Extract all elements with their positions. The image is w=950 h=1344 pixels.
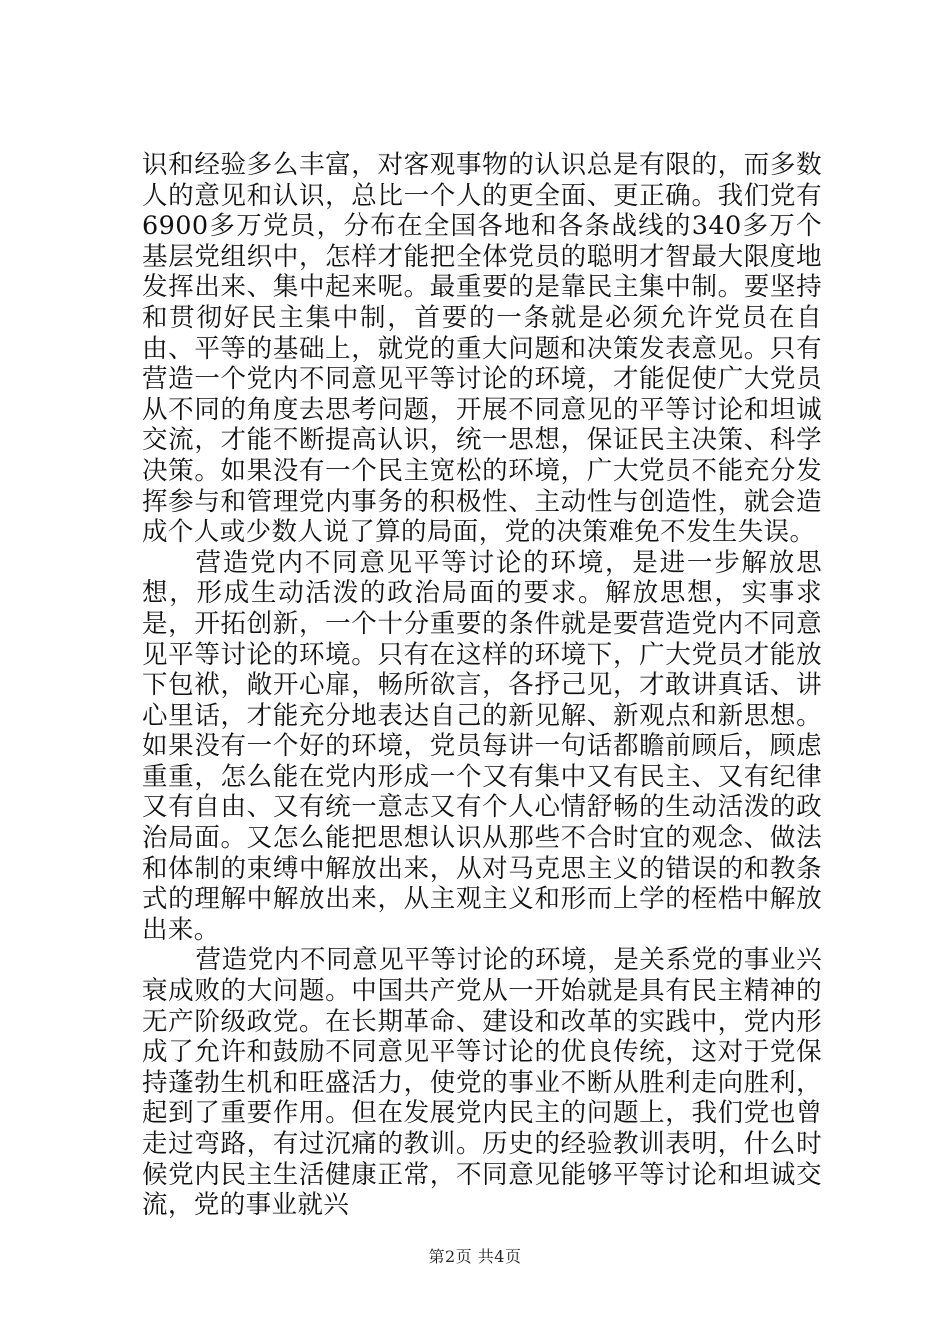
paragraph-2: 营造党内不同意见平等讨论的环境，是进一步解放思想，形成生动活泼的政治局面的要求。解放思想，实事求是，开拓创新，一个十分重要的条件就是要营造党内不同意见平等讨论的环境。只有在这样的环境下，广大党员才能放下包袱，敞开心扉，畅所欲言，各抒己见，才敢讲真话、讲心里话，才能充分地表达自己的新见解、新观点和新思想。如果没有一个好的环境，党员每讲一句话都瞻前顾后，顾虑重重，怎么能在党内形成一个又有集中又有民主、又有纪律又有自由、又有统一意志又有个人心情舒畅的生动活泼的政治局面。又怎么能把思想认识从那些不合时宜的观念、做法和体制的束缚中解放出来，从对马克思主义的错误的和教条式的理解中解放出来，从主观主义和形而上学的桎梏中解放出来。 xyxy=(142,547,822,945)
document-body xyxy=(142,150,822,1221)
page-footer: 第2页 共4页 xyxy=(428,1247,522,1266)
paragraph-3: 营造党内不同意见平等讨论的环境，是关系党的事业兴衰成败的大问题。中国共产党从一开始就是具有民主精神的无产阶级政党。在长期革命、建设和改革的实践中，党内形成了允许和鼓励不同意见平等讨论的优良传统，这对于党保持蓬勃生机和旺盛活力，使党的事业不断从胜利走向胜利，起到了重要作用。但在发展党内民主的问题上，我们党也曾走过弯路，有过沉痛的教训。历史的经验教训表明，什么时候党内民主生活健康正常，不同意见能够平等讨论和坦诚交流，党的事业就兴 xyxy=(142,945,822,1221)
paragraph-1: 识和经验多么丰富，对客观事物的认识总是有限的，而多数人的意见和认识，总比一个人的更全面、更正确。我们党有6900多万党员，分布在全国各地和各条战线的340多万个基层党组织中，怎样才能把全体党员的聪明才智最大限度地发挥出来、集中起来呢。最重要的是靠民主集中制。要坚持和贯彻好民主集中制，首要的一条就是必须允许党员在自由、平等的基础上，就党的重大问题和决策发表意见。只有营造一个党内不同意见平等讨论的环境，才能促使广大党员从不同的角度去思考问题，开展不同意见的平等讨论和坦诚交流，才能不断提高认识，统一思想，保证民主决策、科学决策。如果没有一个民主宽松的环境，广大党员不能充分发挥参与和管理党内事务的积极性、主动性与创造性，就会造成个人或少数人说了算的局面，党的决策难免不发生失误。 xyxy=(142,150,822,548)
